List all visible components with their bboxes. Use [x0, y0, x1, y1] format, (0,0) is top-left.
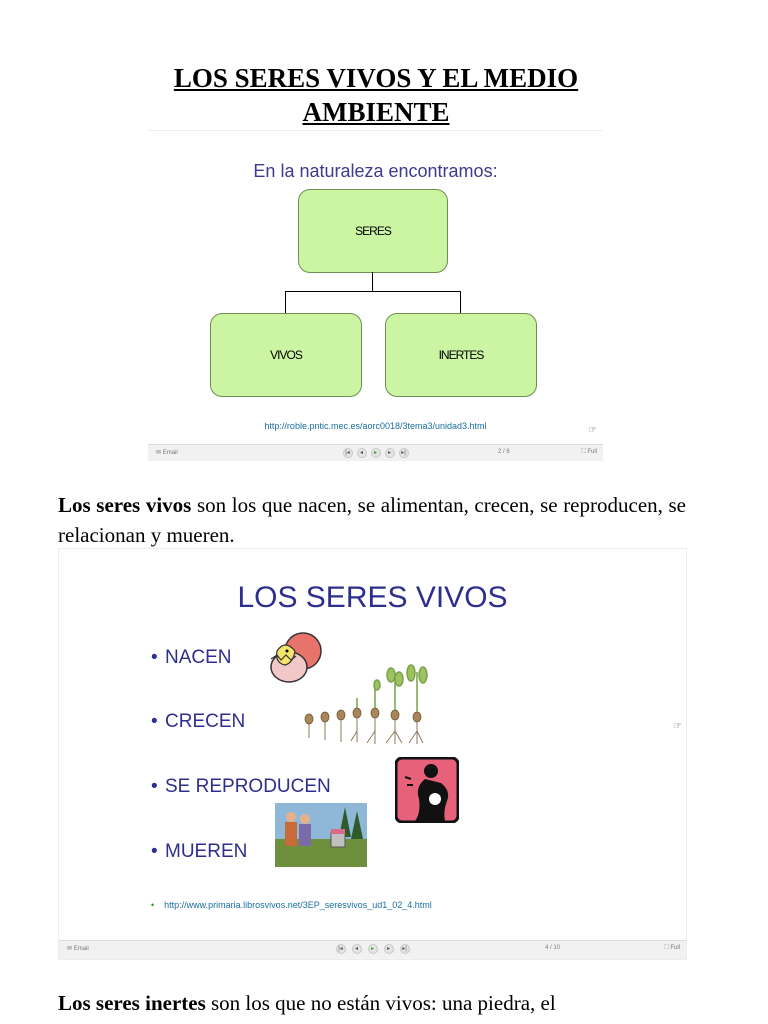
slide1-heading: En la naturaleza encontramos:	[253, 161, 498, 181]
bullet-se-reproducen: • SE REPRODUCEN	[151, 776, 331, 797]
slide1-link[interactable]: http://roble.pntic.mec.es/aorc0018/3tema3/unidad3.html	[264, 421, 487, 431]
next-slide-icon[interactable]: ▸	[384, 944, 394, 954]
seedlings-growth-icon	[299, 661, 439, 751]
page-indicator: 2 / 6	[498, 449, 510, 455]
connector-line	[460, 291, 461, 313]
box-vivos: VIVOS	[210, 313, 362, 397]
playback-controls	[336, 944, 410, 954]
first-slide-icon[interactable]: |◂	[336, 944, 346, 954]
term-seres-vivos: Los seres vivos	[58, 493, 192, 517]
first-slide-icon[interactable]: |◂	[343, 448, 353, 458]
paragraph-text: son los que nacen, se alimentan, crecen, se reproducen, se relacionan y mueren.	[58, 493, 686, 547]
last-slide-icon[interactable]: ▸|	[400, 944, 410, 954]
bullet-crecen: • CRECEN	[151, 711, 246, 732]
slide2-control-bar	[59, 940, 686, 959]
playback-controls	[343, 448, 409, 458]
connector-line	[372, 272, 373, 292]
slide-seres-diagram	[148, 130, 603, 461]
play-icon[interactable]: ▸	[371, 448, 381, 458]
box-seres: SERES	[298, 189, 448, 273]
full-button[interactable]: ⛶ Full	[581, 449, 597, 455]
slide2-link[interactable]: • http://www.primaria.librosvivos.net/3EP_seresvivos_ud1_02_4.html	[151, 900, 432, 910]
connector-line	[285, 291, 286, 313]
next-slide-icon[interactable]: ▸	[385, 448, 395, 458]
bullet-nacen: • NACEN	[151, 647, 232, 668]
connector-line	[285, 291, 460, 292]
term-seres-inertes: Los seres inertes	[58, 991, 206, 1015]
cemetery-couple-icon	[275, 803, 367, 867]
page-indicator: 4 / 10	[545, 945, 561, 951]
play-icon[interactable]: ▸	[368, 944, 378, 954]
slide1-control-bar	[148, 444, 603, 461]
bullet-mueren: • MUEREN	[151, 841, 248, 862]
paragraph-seres-vivos	[58, 490, 686, 550]
full-button[interactable]: ⛶ Full	[664, 945, 680, 951]
box-inertes: INERTES	[385, 313, 537, 397]
document-title-line2: AMBIENTE	[302, 97, 450, 127]
document-title-line1: LOS SERES VIVOS Y EL MEDIO	[173, 63, 579, 93]
pregnancy-icon	[395, 757, 459, 823]
last-slide-icon[interactable]: ▸|	[399, 448, 409, 458]
prev-slide-icon[interactable]: ◂	[357, 448, 367, 458]
paragraph-text: son los que no están vivos: una piedra, el	[205, 991, 556, 1015]
slide2-title: LOS SERES VIVOS	[237, 581, 508, 614]
prev-slide-icon[interactable]: ◂	[352, 944, 362, 954]
slide-los-seres-vivos	[58, 548, 687, 960]
email-button[interactable]: ✉ Email	[67, 946, 89, 952]
pointer-hand-icon[interactable]: ☞	[673, 721, 682, 732]
pointer-hand-icon[interactable]: ☞	[588, 425, 597, 436]
paragraph-seres-inertes	[58, 988, 686, 1018]
email-button[interactable]: ✉ Email	[156, 450, 178, 456]
